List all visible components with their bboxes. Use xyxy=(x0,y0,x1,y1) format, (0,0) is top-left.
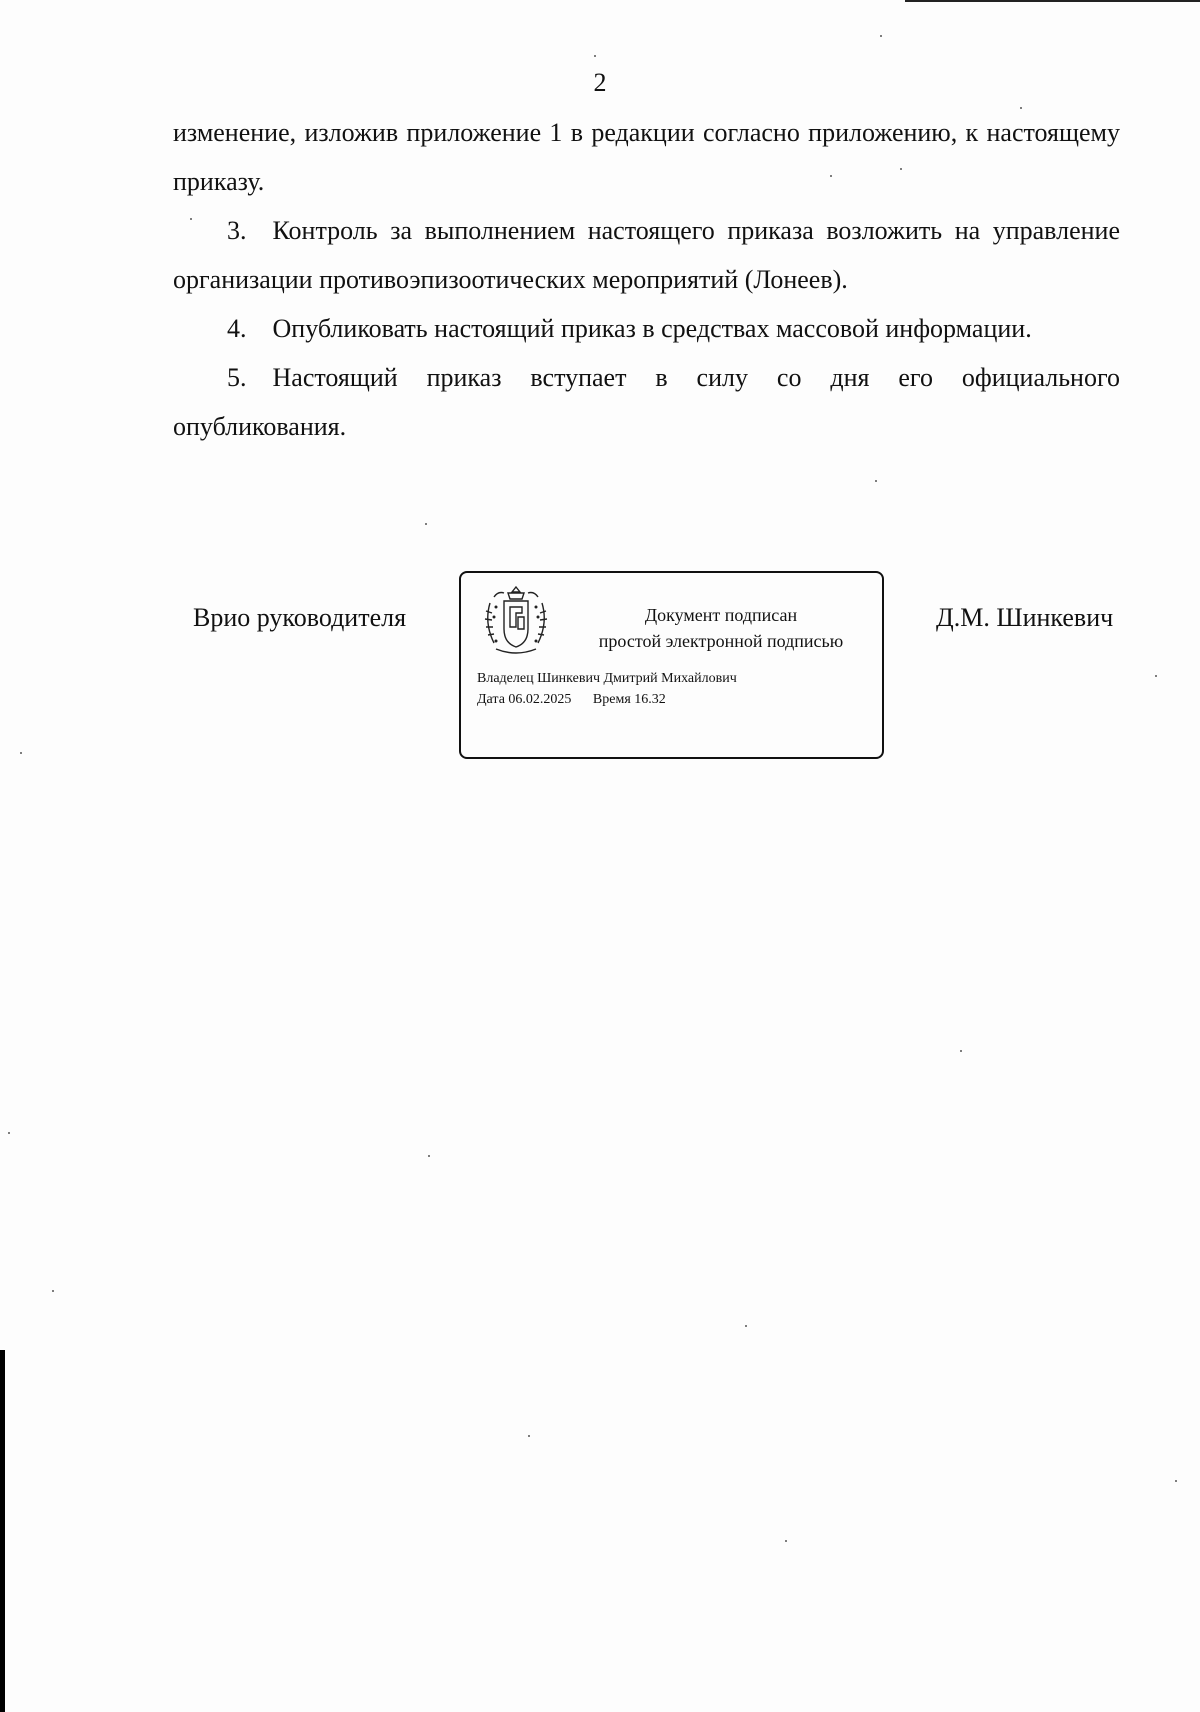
paragraph-item-3: 3. Контроль за выполнением настоящего приказа возложить на управление организации противоэпизоотических мероприятий (Лонеев). xyxy=(173,216,1120,294)
page-number: 2 xyxy=(593,68,607,97)
scan-speck xyxy=(8,1132,10,1134)
scan-edge-left xyxy=(0,1350,5,1712)
scan-speck xyxy=(52,1290,54,1292)
scan-speck xyxy=(875,480,877,482)
stamp-date-row xyxy=(477,692,684,708)
coat-of-arms-icon xyxy=(480,583,552,659)
scan-speck xyxy=(528,1435,530,1437)
paragraph-item-4: 4. Опубликовать настоящий приказ в средствах массовой информации. xyxy=(227,314,1032,343)
stamp-heading-line-1: Документ подписан xyxy=(644,605,798,625)
scan-speck xyxy=(785,1540,787,1542)
paragraph-item-5: 5. Настоящий приказ вступает в силу со дня его официального опубликования. xyxy=(173,363,1120,441)
signature-position-title: Врио руководителя xyxy=(193,603,407,632)
scan-speck xyxy=(1155,675,1157,677)
scan-speck xyxy=(960,1050,962,1052)
stamp-owner: Владелец Шинкевич Дмитрий Михайлович xyxy=(477,671,737,686)
scan-speck xyxy=(880,35,882,37)
signer-name: Д.М. Шинкевич xyxy=(936,603,1114,632)
paragraph-continuation: изменение, изложив приложение 1 в редакции согласно приложению, к настоящему приказу. xyxy=(173,118,1120,196)
scan-speck xyxy=(428,1155,430,1157)
stamp-date: Дата 06.02.2025 xyxy=(477,692,572,707)
document-body xyxy=(173,108,1120,451)
electronic-signature-stamp xyxy=(459,571,884,759)
stamp-time: Время 16.32 xyxy=(592,692,666,707)
scan-speck xyxy=(594,55,596,57)
scan-speck xyxy=(20,752,22,754)
scan-speck xyxy=(425,523,427,525)
scan-speck xyxy=(1175,1480,1177,1482)
scan-speck xyxy=(745,1325,747,1327)
stamp-heading-line-2: простой электронной подписью xyxy=(598,631,844,651)
scan-edge-top xyxy=(905,0,1200,2)
